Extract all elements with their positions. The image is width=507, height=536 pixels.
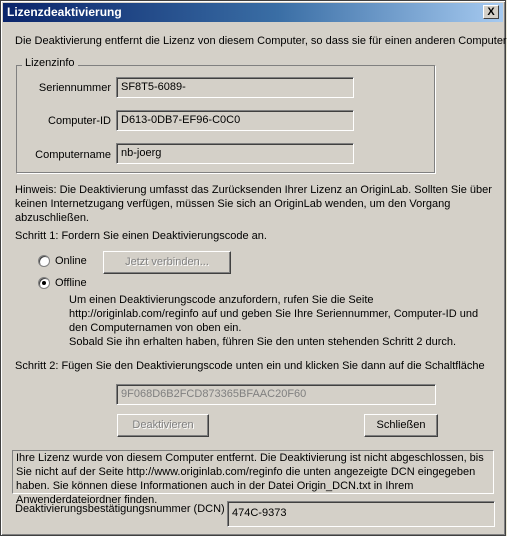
computer-name-field[interactable]: nb-joerg bbox=[116, 143, 354, 164]
online-radio[interactable] bbox=[38, 255, 50, 267]
title-bar[interactable] bbox=[3, 3, 503, 22]
connect-now-button[interactable]: Jetzt verbinden... bbox=[103, 251, 231, 274]
deactivate-button[interactable]: Deaktivieren bbox=[117, 414, 209, 437]
close-button[interactable]: Schließen bbox=[364, 414, 438, 437]
result-message: Ihre Lizenz wurde von diesem Computer entfernt. Die Deaktivierung ist nicht abgeschlossen, bis Sie nicht auf der Seite http://www.originlab.com/reginfo die unten angezeigte DCN eingegeben haben. Sie können diese Informationen auch in der Datei Origin_DCN.txt in Ihrem Anwenderdateiordner finden. bbox=[12, 450, 494, 494]
online-label[interactable]: Online bbox=[55, 255, 87, 267]
window-title: Lizenzdeaktivierung bbox=[7, 5, 122, 19]
license-info-legend: Lizenzinfo bbox=[22, 57, 78, 69]
serial-number-label: Seriennummer bbox=[38, 82, 111, 94]
computer-id-field[interactable]: D613-0DB7-EF96-C0C0 bbox=[116, 110, 354, 131]
hint-text: Hinweis: Die Deaktivierung umfasst das Zurücksenden Ihrer Lizenz an OriginLab. Sollten Sie über keinen Internetzugang verfügen, müssen Sie sich an OriginLab wenden, um den Vorgang abzuschließen. bbox=[15, 184, 492, 224]
dcn-label: Deaktivierungsbestätigungsnummer (DCN) bbox=[15, 503, 225, 515]
close-icon[interactable]: X bbox=[483, 5, 499, 19]
intro-text: Die Deaktivierung entfernt die Lizenz von diesem Computer, so dass sie für einen anderen Computer bbox=[15, 35, 507, 47]
step1-label: Schritt 1: Fordern Sie einen Deaktivierungscode an. bbox=[15, 230, 267, 242]
offline-instructions: Um einen Deaktivierungscode anzufordern, rufen Sie die Seite http://originlab.com/reginfo auf und geben Sie Ihre Seriennummer, Computer-ID und den Computernamen von oben ein. Sobald Sie ihn erhalten haben, führen Sie den unten stehenden Schritt 2 durch. bbox=[69, 294, 479, 348]
step2-label: Schritt 2: Fügen Sie den Deaktivierungscode unten ein und klicken Sie dann auf die Schaltfläche bbox=[15, 360, 485, 372]
dcn-field[interactable]: 474C-9373 bbox=[227, 501, 495, 527]
offline-radio[interactable] bbox=[38, 277, 50, 289]
offline-label[interactable]: Offline bbox=[55, 277, 87, 289]
computer-name-label: Computername bbox=[35, 149, 111, 161]
computer-id-label: Computer-ID bbox=[48, 115, 111, 127]
deactivation-code-input[interactable]: 9F068D6B2FCD873365BFAAC20F60 bbox=[116, 384, 436, 405]
serial-number-field[interactable]: SF8T5-6089- bbox=[116, 77, 354, 98]
